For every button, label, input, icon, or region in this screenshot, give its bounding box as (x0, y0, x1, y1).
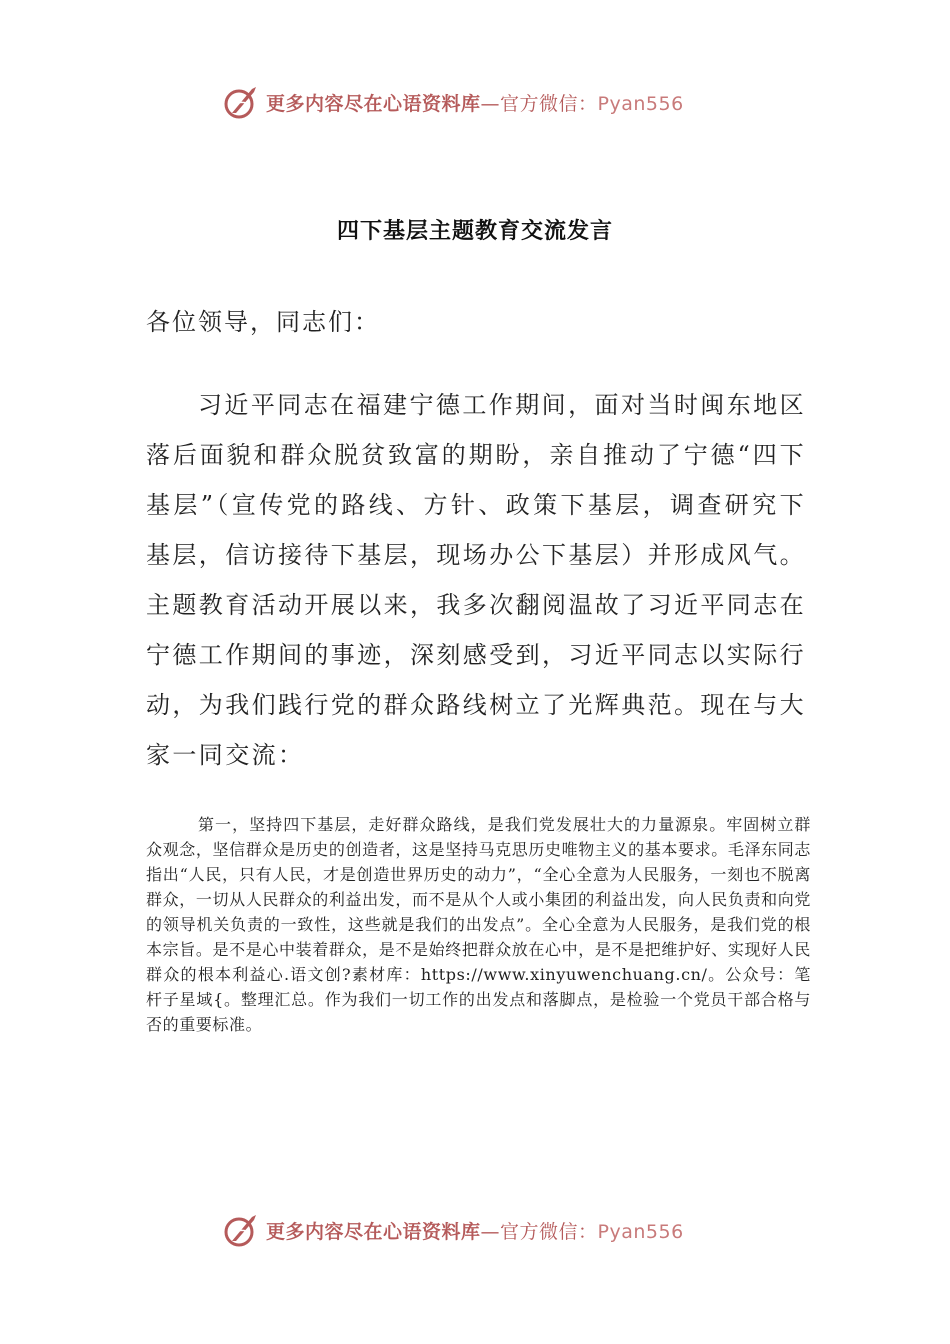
banner-separator: — (480, 1220, 501, 1243)
banner-wechat-id: Pyan556 (597, 1220, 684, 1243)
banner-text (266, 89, 684, 116)
banner-library-text: 更多内容尽在心语资料库 (266, 1220, 481, 1243)
point-one-paragraph: 第一，坚持四下基层，走好群众路线，是我们党发展壮大的力量源泉。牢固树立群众观念，坚信群众是历史的创造者，这是坚持马克思历史唯物主义的基本要求。毛泽东同志指出“人民，只有人民，才是创造世界历史的动力”，“全心全意为人民服务，一刻也不脱离群众，一切从人民群众的利益出发，而不是从个人或小集团的利益出发，向人民负责和向党的领导机关负责的一致性，这些就是我们的出发点”。全心全意为人民服务，是我们党的根本宗旨。是不是心中装着群众，是不是始终把群众放在心中，是不是把维护好、实现好人民群众的根本利益心.语文创?素材库：https://www.xinyuwenchuang.cn/。公众号：笔杆子星域{。整理汇总。作为我们一切工作的出发点和落脚点，是检验一个党员干部合格与否的重要标准。 (146, 815, 811, 1034)
quill-logo-icon (222, 83, 260, 121)
banner-library-text: 更多内容尽在心语资料库 (266, 92, 481, 115)
quill-logo-icon (222, 1211, 260, 1249)
banner-wechat-label: 官方微信： (500, 1220, 598, 1243)
footer-banner (222, 1210, 742, 1250)
salutation: 各位领导，同志们： (146, 308, 380, 336)
banner-wechat-id: Pyan556 (597, 92, 684, 115)
document-title: 四下基层主题教育交流发言 (336, 218, 613, 244)
banner-wechat-label: 官方微信： (500, 92, 598, 115)
header-banner (222, 82, 742, 122)
banner-text (266, 1217, 684, 1244)
banner-separator: — (480, 92, 501, 115)
intro-paragraph: 习近平同志在福建宁德工作期间，面对当时闽东地区落后面貌和群众脱贫致富的期盼，亲自推动了宁德“四下基层”（宣传党的路线、方针、政策下基层，调查研究下基层，信访接待下基层，现场办公下基层）并形成风气。主题教育活动开展以来，我多次翻阅温故了习近平同志在宁德工作期间的事迹，深刻感受到，习近平同志以实际行动，为我们践行党的群众路线树立了光辉典范。现在与大家一同交流： (146, 391, 806, 769)
